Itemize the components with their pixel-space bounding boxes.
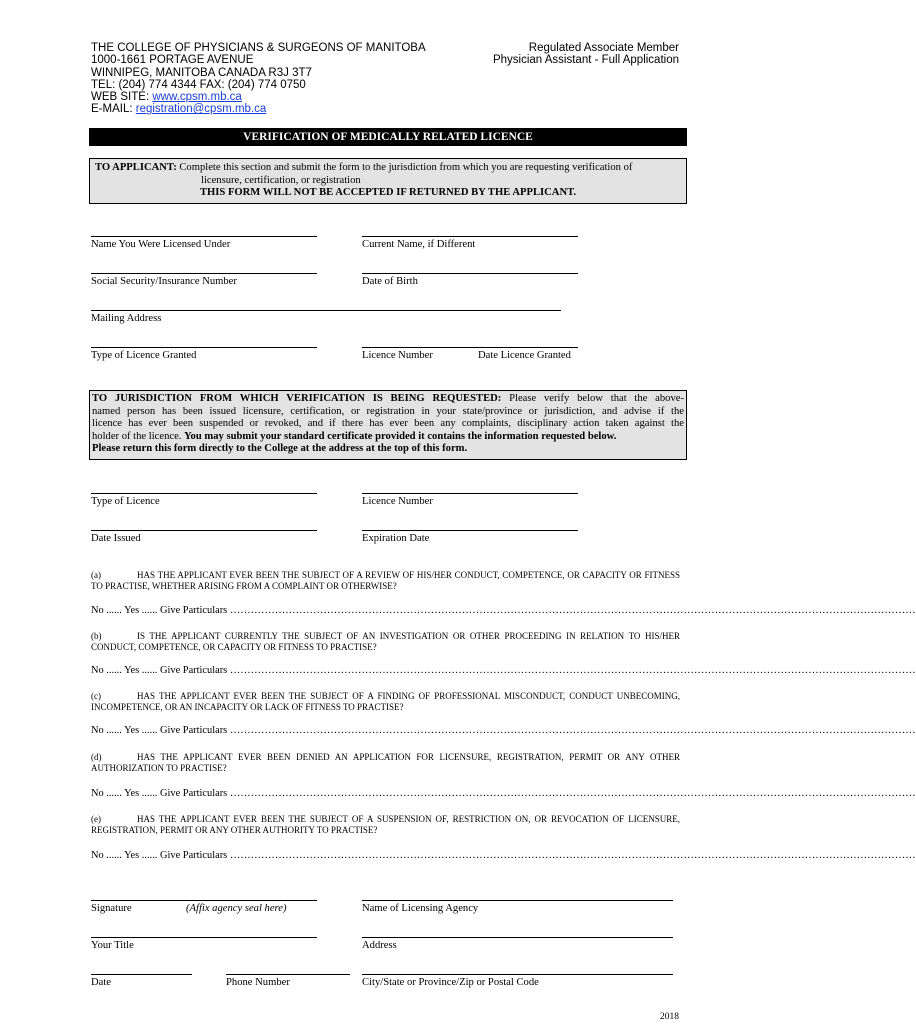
date-label: Date [91,977,111,988]
jurisdiction-text-2: named person has been issued licensure, certification, or registration in your state/province or jurisdiction, and advise if the [92,405,684,417]
date-issued-label: Date Issued [91,533,141,544]
address-line[interactable] [362,937,673,938]
current-name-line[interactable] [362,236,578,237]
ssn-label: Social Security/Insurance Number [91,276,237,287]
mailing-address-line[interactable] [91,310,561,311]
mailing-address-label: Mailing Address [91,313,162,324]
name-licensed-line[interactable] [91,236,317,237]
email-link[interactable]: registration@cpsm.mb.ca [135,103,267,116]
website-link[interactable]: www.cpsm.mb.ca [152,91,242,104]
expiration-date-line[interactable] [362,530,578,531]
question-a-label: (a) [91,570,101,580]
question-a [91,570,680,592]
question-b [91,631,680,653]
applicant-warning: THIS FORM WILL NOT BE ACCEPTED IF RETURNED BY THE APPLICANT. [199,187,577,199]
jurisdiction-text-3: licence has ever been suspended or revoked, and if there has ever been any complaints, disciplinary action taken against the [92,418,684,430]
affix-seal-note: (Affix agency seal here) [186,903,287,914]
name-licensed-label: Name You Were Licensed Under [91,239,231,250]
city-province: WINNIPEG, MANITOBA CANADA R3J 3T7 [91,66,312,79]
applicant-instruction-box [89,158,687,204]
jurisdiction-licence-number-line[interactable] [362,493,578,494]
application-subtype: Physician Assistant - Full Application [492,54,679,67]
type-of-licence-line[interactable] [91,493,317,494]
jurisdiction-return-note: Please return this form directly to the College at the address at the top of this form. [92,443,468,455]
question-a-text: HAS THE APPLICANT EVER BEEN THE SUBJECT OF A REVIEW OF HIS/HER CONDUCT, COMPETENCE, OR CAPACITY OR FITNESS TO PRACTISE, WHETHER ARISING FROM A COMPLAINT OR OTHERWISE? [91,570,680,591]
licence-number-label: Licence Number [362,350,433,361]
question-c [91,691,680,713]
street-address: 1000-1661 PORTAGE AVENUE [91,54,254,67]
date-licence-granted-label: Date Licence Granted [478,350,571,361]
email-line [91,103,426,115]
applicant-instruction-cont: licensure, certification, or registration [201,174,361,186]
dob-label: Date of Birth [362,276,418,287]
jurisdiction-instruction-box [89,390,687,460]
question-d-answer[interactable]: No ...... Yes ...... Give Particulars ……………………………………………………………………………………………………………………………………………………………………………… [91,788,916,799]
question-b-answer[interactable]: No ...... Yes ...... Give Particulars ……………………………………………………………………………………………………………………………………………………………………………… [91,665,916,676]
licence-type-granted-label: Type of Licence Granted [91,350,197,361]
email-label: E-MAIL: [91,103,133,116]
city-state-line[interactable] [362,974,673,975]
footer-year: 2018 [660,1012,679,1022]
question-d-text: HAS THE APPLICANT EVER BEEN DENIED AN APPLICATION FOR LICENSURE, REGISTRATION, PERMIT OR ANY OTHER AUTHORIZATION TO PRACTISE? [91,752,680,773]
signature-line[interactable] [91,900,317,901]
college-address-block [91,42,426,116]
application-type [493,42,679,67]
website-label: WEB SITE: [91,91,150,104]
date-issued-line[interactable] [91,530,317,531]
application-category: Regulated Associate Member [528,42,679,54]
question-d [91,752,680,774]
question-b-text: IS THE APPLICANT CURRENTLY THE SUBJECT OF AN INVESTIGATION OR OTHER PROCEEDING IN RELATION TO HIS/HER CONDUCT, COMPETENCE, OR CAPACITY OR FITNESS TO PRACTISE? [91,631,680,652]
ssn-line[interactable] [91,273,317,274]
type-of-licence-label: Type of Licence [91,496,160,507]
address-label: Address [362,940,397,951]
question-a-answer[interactable]: No ...... Yes ...... Give Particulars ……………………………………………………………………………………………………………………………………………………………………………… [91,605,916,616]
city-state-label: City/State or Province/Zip or Postal Code [362,977,539,988]
jurisdiction-licence-number-label: Licence Number [362,496,433,507]
phone-number-line[interactable] [226,974,350,975]
website-line [91,91,426,103]
signature-label: Signature [91,903,132,914]
question-e [91,814,680,836]
question-c-label: (c) [91,691,101,701]
jurisdiction-lead: TO JURISDICTION FROM WHICH VERIFICATION IS BEING REQUESTED: [92,393,502,404]
licence-type-granted-line[interactable] [91,347,317,348]
jurisdiction-text-4: holder of the licence. [92,430,185,442]
question-e-text: HAS THE APPLICANT EVER BEEN THE SUBJECT OF A SUSPENSION OF, RESTRICTION ON, OR REVOCATION OF LICENSURE, REGISTRATION, PERMIT OR ANY OTHER AUTHORITY TO PRACTISE? [91,814,680,835]
college-name: THE COLLEGE OF PHYSICIANS & SURGEONS OF MANITOBA [91,42,426,54]
phone-fax: TEL: (204) 774 4344 FAX: (204) 774 0750 [91,78,306,91]
date-line[interactable] [91,974,192,975]
dob-line[interactable] [362,273,578,274]
form-title-banner: VERIFICATION OF MEDICALLY RELATED LICENCE [89,128,687,146]
expiration-date-label: Expiration Date [362,533,430,544]
question-e-answer[interactable]: No ...... Yes ...... Give Particulars ……………………………………………………………………………………………………………………………………………………………………………… [91,850,916,861]
applicant-instruction-text: Complete this section and submit the form to the jurisdiction from which you are requesting verification of [176,162,633,173]
applicant-lead: TO APPLICANT: [95,162,177,173]
jurisdiction-certificate-note: You may submit your standard certificate provided it contains the information requested below. [184,430,617,442]
question-c-answer[interactable]: No ...... Yes ...... Give Particulars ……………………………………………………………………………………………………………………………………………………………………………… [91,725,916,736]
licence-number-date-line[interactable] [362,347,578,348]
question-c-text: HAS THE APPLICANT EVER BEEN THE SUBJECT OF A FINDING OF PROFESSIONAL MISCONDUCT, CONDUCT UNBECOMING, INCOMPETENCE, OR AN INCAPACITY OR LACK OF FITNESS TO PRACTISE? [91,691,680,712]
question-b-label: (b) [91,631,102,641]
phone-number-label: Phone Number [226,977,290,988]
question-e-label: (e) [91,814,101,824]
current-name-label: Current Name, if Different [362,239,476,250]
question-d-label: (d) [91,752,102,762]
your-title-label: Your Title [91,940,134,951]
licensing-agency-label: Name of Licensing Agency [362,903,479,914]
jurisdiction-text-1: Please verify below that the above- [501,393,684,404]
licensing-agency-line[interactable] [362,900,673,901]
your-title-line[interactable] [91,937,317,938]
